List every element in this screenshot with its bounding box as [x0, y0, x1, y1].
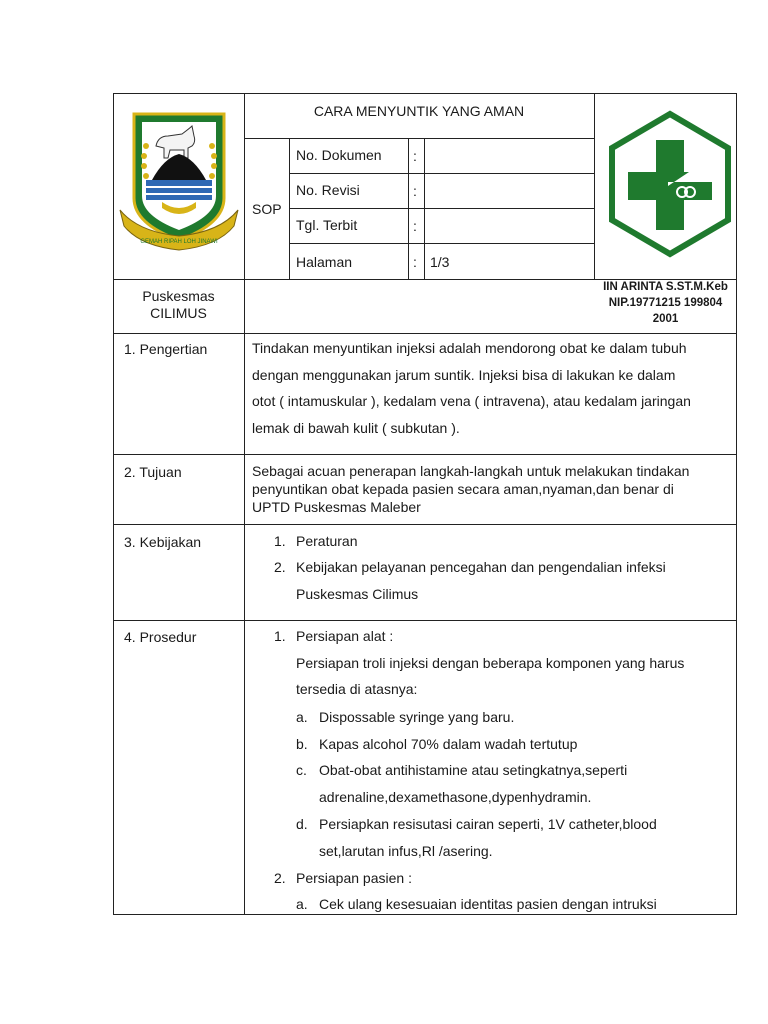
- section-label-tujuan: 2. Tujuan: [124, 464, 182, 480]
- org-name: [113, 288, 244, 322]
- section-body-tujuan: [252, 462, 689, 516]
- sub-text: [319, 757, 627, 810]
- signatory-nip: NIP.19771215 199804: [608, 297, 723, 309]
- grid-line: [289, 208, 594, 209]
- grid-line: [289, 173, 594, 174]
- field-label-halaman: Halaman: [296, 254, 353, 270]
- section-label-prosedur: 4. Prosedur: [124, 629, 197, 645]
- text-line: Persiapan troli injeksi dengan beberapa komponen yang harus: [296, 654, 685, 671]
- kebijakan-item-num: 1.: [274, 533, 286, 549]
- field-sep: :: [413, 148, 417, 164]
- regency-seal-logo: [118, 106, 240, 256]
- field-sep: :: [413, 218, 417, 234]
- text-line: lemak di bawah kulit ( subkutan ).: [252, 419, 460, 436]
- org-line1: Puskesmas: [142, 288, 215, 304]
- sub-letter: a.: [296, 709, 308, 725]
- grid-line: [244, 138, 594, 139]
- puskesmas-logo: [606, 110, 734, 260]
- text-line: Tindakan menyuntikan injeksi adalah mendorong obat ke dalam tubuh: [252, 340, 687, 356]
- org-line2: CILIMUS: [150, 305, 207, 321]
- text-line: Kebijakan pelayanan pencegahan dan pengendalian infeksi: [296, 559, 666, 575]
- text-line: Kapas alcohol 70% dalam wadah tertutup: [319, 736, 578, 752]
- field-sep: :: [413, 183, 417, 199]
- text-line: UPTD Puskesmas Maleber: [252, 499, 421, 515]
- text-line: Persiapkan resisutasi cairan seperti, 1V catheter,blood: [319, 816, 657, 832]
- text-line: Puskesmas Cilimus: [296, 585, 419, 602]
- sub-letter: b.: [296, 736, 308, 752]
- text-line: otot ( intamuskular ), kedalam vena ( intravena), atau kedalam jaringan: [252, 393, 691, 409]
- signatory: [594, 279, 737, 327]
- text-line: tersedia di atasnya:: [296, 681, 418, 697]
- text-line: Persiapan alat :: [296, 628, 394, 644]
- prosedur-item-text: [296, 623, 684, 703]
- grid-line: [113, 454, 737, 455]
- sub-text: [319, 704, 514, 731]
- field-label-no-revisi: No. Revisi: [296, 182, 360, 198]
- prosedur-item-num: 2.: [274, 870, 286, 886]
- field-sep: :: [413, 254, 417, 270]
- sub-letter: a.: [296, 896, 308, 912]
- sub-text: Cek ulang kesesuaian identitas pasien dengan intruksi: [319, 896, 657, 912]
- section-label-pengertian: 1. Pengertian: [124, 341, 208, 357]
- sub-text: [319, 811, 657, 864]
- grid-line: [289, 243, 594, 244]
- section-body-pengertian: [252, 335, 691, 441]
- prosedur-item-num: 1.: [274, 628, 286, 644]
- text-line: Obat-obat antihistamine atau setingkatnya,seperti: [319, 762, 628, 778]
- kebijakan-item-text: [296, 528, 357, 555]
- signatory-nip-cont: 2001: [652, 313, 679, 325]
- sub-text: [319, 731, 577, 758]
- field-value-halaman: 1/3: [430, 254, 450, 270]
- text-line: set,larutan infus,Rl /asering.: [319, 842, 493, 859]
- field-label-tgl-terbit: Tgl. Terbit: [296, 217, 358, 233]
- text-line: Peraturan: [296, 533, 358, 549]
- grid-line: [594, 93, 595, 279]
- grid-line: [113, 333, 737, 334]
- kebijakan-item-text: [296, 554, 666, 607]
- text-line: Sebagai acuan penerapan langkah-langkah untuk melakukan tindakan: [252, 463, 690, 479]
- grid-line: [113, 524, 737, 525]
- section-label-kebijakan: 3. Kebijakan: [124, 534, 202, 550]
- grid-line: [113, 620, 737, 621]
- sub-letter: c.: [296, 762, 307, 778]
- document-title: CARA MENYUNTIK YANG AMAN: [313, 103, 525, 119]
- prosedur-item-text: Persiapan pasien :: [296, 870, 412, 886]
- sub-letter: d.: [296, 816, 308, 832]
- text-line: dengan menggunakan jarum suntik. Injeksi bisa di lakukan ke dalam: [252, 366, 676, 383]
- text-line: adrenaline,dexamethasone,dypenhydramin.: [319, 788, 592, 805]
- field-label-no-dokumen: No. Dokumen: [296, 147, 382, 163]
- kebijakan-item-num: 2.: [274, 559, 286, 575]
- sop-label: SOP: [252, 201, 282, 217]
- text-line: penyuntikan obat kepada pasien secara aman,nyaman,dan benar di: [252, 481, 674, 497]
- svg-text:GEMAH RIPAH LOH JINAWI: GEMAH RIPAH LOH JINAWI: [140, 239, 218, 245]
- signatory-name: IIN ARINTA S.ST.M.Keb: [603, 281, 728, 293]
- grid-line: [244, 93, 245, 915]
- text-line: Dispossable syringe yang baru.: [319, 709, 515, 725]
